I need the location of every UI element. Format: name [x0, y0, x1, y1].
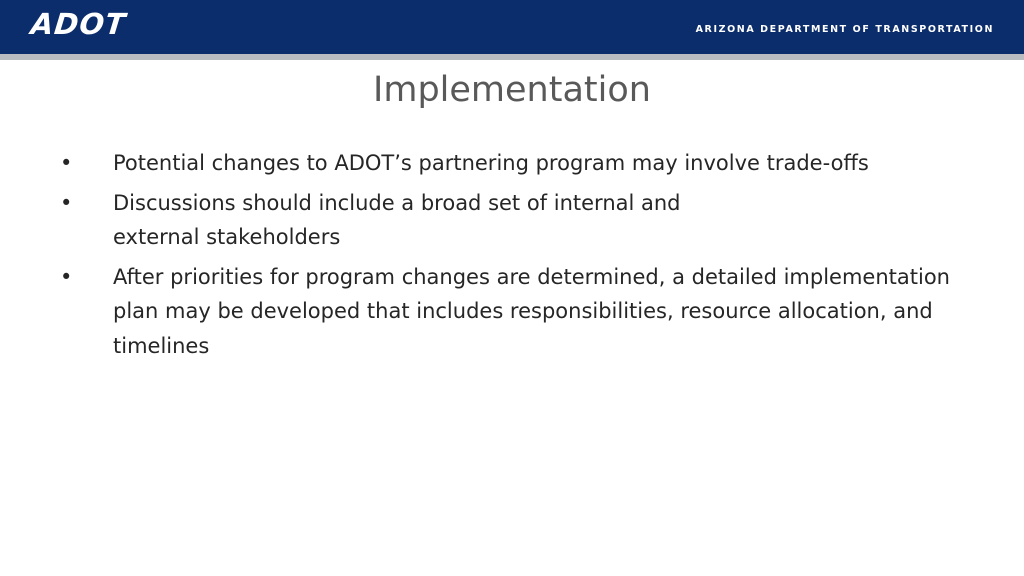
header-divider: [0, 54, 1024, 60]
adot-logo: ADOT: [29, 7, 128, 41]
bullet-text: Potential changes to ADOT’s partnering program may involve trade-offs: [113, 151, 869, 175]
bullet-item: [60, 260, 958, 364]
bullet-item: [60, 186, 753, 255]
header-bar: [0, 0, 1024, 54]
bullet-item: [60, 146, 963, 181]
bullet-dot-icon: •: [60, 264, 73, 289]
bullet-text: Discussions should include a broad set of internal and external stakeholders: [113, 190, 681, 249]
bullet-list: [60, 146, 960, 368]
bullet-dot-icon: •: [60, 151, 73, 175]
slide-title: Implementation: [373, 70, 651, 110]
agency-name: ARIZONA DEPARTMENT OF TRANSPORTATION: [695, 24, 994, 35]
bullet-dot-icon: •: [60, 190, 73, 215]
bullet-text: After priorities for program changes are determined, a detailed implementation plan may be developed that includes responsibilities, resource allocation, and timelines: [113, 264, 950, 358]
